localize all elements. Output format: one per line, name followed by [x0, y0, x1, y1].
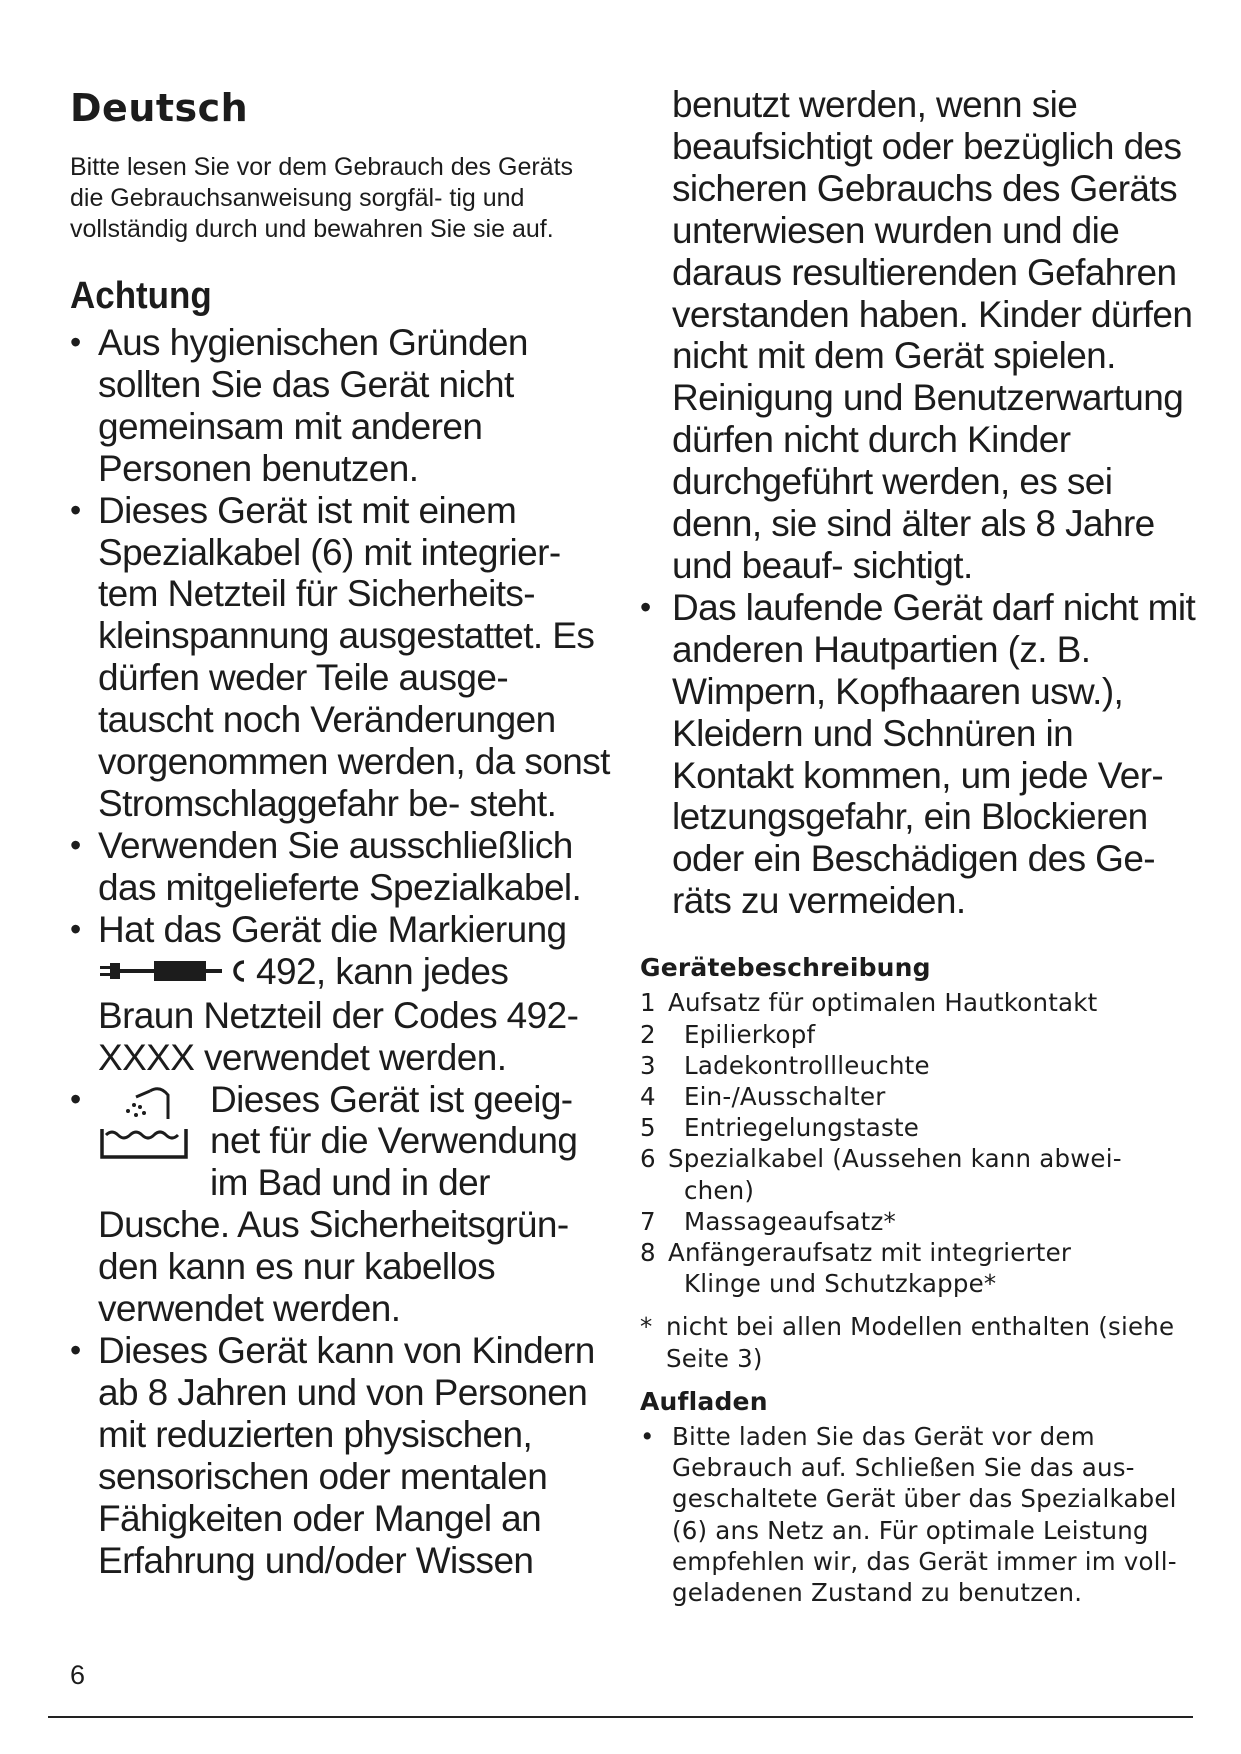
- right-column: [640, 86, 1200, 1608]
- bullet: •: [640, 588, 651, 625]
- page-number: 6: [70, 1660, 86, 1690]
- part-item: [640, 1112, 1200, 1143]
- description-heading: Gerätebeschreibung: [640, 953, 931, 983]
- part-label: Aufsatz für optimalen Hautkontakt: [668, 988, 1098, 1018]
- part-label: Ein-/Ausschalter: [684, 1081, 886, 1111]
- part-number: 5: [640, 1113, 656, 1143]
- list-item: [70, 322, 610, 490]
- part-label: Anfängeraufsatz mit integrierter: [668, 1237, 1072, 1267]
- list-item: [640, 587, 1200, 922]
- footnote-text: nicht bei allen Modellen enthalten (siehe Seite 3): [666, 1312, 1175, 1373]
- description-section: [640, 952, 1200, 1608]
- part-item: [640, 1081, 1200, 1112]
- part-label: Entriegelungstaste: [684, 1113, 920, 1143]
- plug-cable-icon: [98, 953, 248, 995]
- part-item: [640, 1050, 1200, 1081]
- bullet: •: [70, 1332, 81, 1369]
- list-item-text: Das laufende Gerät darf nicht mit anderen Hautpartien (z. B. Wimpern, Kopfhaaren usw.), Kleidern und Schnüren in Kontakt kommen, um jede Ver- letzungsgefahr, ein Blockieren oder ein Beschädigen des Ge- räts zu vermeiden.: [672, 586, 1196, 922]
- list-item: [640, 1421, 1200, 1608]
- charging-list: [640, 1421, 1200, 1608]
- shower-bath-icon: [98, 1083, 190, 1163]
- list-item: [70, 490, 610, 825]
- part-number: 3: [640, 1050, 656, 1080]
- marking-prefix: Hat das Gerät die Markierung: [98, 908, 567, 950]
- part-number: 2: [640, 1019, 656, 1049]
- footnote-star: *: [640, 1312, 653, 1342]
- warning-heading: Achtung: [70, 275, 212, 317]
- intro-paragraph: Bitte lesen Sie vor dem Gebrauch des Geräts die Gebrauchsanweisung sorgfäl- tig und vollständig durch und bewahren Sie sie auf.: [70, 153, 574, 243]
- list-item-text: Verwenden Sie ausschließlich das mitgelieferte Spezialkabel.: [98, 824, 582, 908]
- charging-text: Bitte laden Sie das Gerät vor dem Gebrauch auf. Schließen Sie das aus- geschaltete Gerät über das Spezialkabel (6) ans Netz an. Für optimale Leistung empfehlen wir, das Gerät immer im voll- geladenen Zustand zu benutzen.: [672, 1421, 1177, 1607]
- left-column: [70, 86, 610, 1581]
- part-item: [640, 1206, 1200, 1237]
- part-label: Epilierkopf: [684, 1019, 816, 1049]
- parts-list: [640, 987, 1200, 1299]
- list-item: [70, 1330, 610, 1581]
- list-item-text: Dieses Gerät ist mit einem Spezialkabel (6) mit integrier- tem Netzteil für Sicherheits- kleinspannung ausgestattet. Es dürfen weder Teile ausge- tauscht noch Veränderungen vorgenommen werden, da sonst Stromschlaggefahr be- steht.: [98, 489, 610, 824]
- bullet: •: [640, 1421, 655, 1451]
- part-item: [640, 1143, 1200, 1205]
- charging-heading: Aufladen: [640, 1386, 768, 1416]
- part-number: 1: [640, 988, 656, 1018]
- part-number: 4: [640, 1081, 656, 1111]
- part-number: 8: [640, 1237, 656, 1267]
- bullet: •: [70, 1080, 81, 1117]
- list-item: [70, 909, 610, 1079]
- bullet: •: [70, 826, 81, 863]
- part-item: [640, 1237, 1200, 1299]
- list-item-text: Dieses Gerät kann von Kindern ab 8 Jahren und von Personen mit reduzierten physischen, sensorischen oder mentalen Fähigkeiten oder Mangel an Erfahrung und/oder Wissen: [98, 1330, 595, 1581]
- warning-list: [70, 322, 610, 1581]
- children-continued: benutzt werden, wenn sie beaufsichtigt oder bezüglich des sicheren Gebrauchs des Geräts unterwiesen wurden und die daraus resultierenden Gefahren verstanden haben. Kinder dürfen nicht mit dem Gerät spielen. Reinigung und Benutzerwartung dürfen nicht durch Kinder durchgeführt werden, es sei denn, sie sind älter als 8 Jahre und beauf- sichtigt.: [672, 84, 1193, 586]
- part-number: 7: [640, 1206, 656, 1236]
- running-list: [640, 587, 1200, 922]
- part-label-continued: chen): [684, 1175, 755, 1205]
- part-item: [640, 1019, 1200, 1050]
- bullet: •: [70, 910, 81, 947]
- part-label: Ladekontrollleuchte: [684, 1050, 930, 1080]
- bullet: •: [70, 324, 81, 360]
- part-label: Massageaufsatz*: [684, 1206, 896, 1236]
- part-item: [640, 987, 1200, 1018]
- footer-divider: [48, 1716, 1193, 1718]
- list-item-text: Aus hygienischen Gründen sollten Sie das Gerät nicht gemeinsam mit anderen Personen benutzen.: [98, 322, 528, 489]
- footnote: [640, 1311, 1200, 1373]
- marking-text: 492, kann jedes Braun Netzteil der Codes 492-XXXX verwendet werden.: [98, 950, 579, 1078]
- shower-text-rest: Dusche. Aus Sicherheitsgrün- den kann es nur kabellos verwendet werden.: [98, 1204, 569, 1330]
- language-title: Deutsch: [70, 86, 249, 130]
- part-label: Spezialkabel (Aussehen kann abwei-: [668, 1144, 1122, 1174]
- part-label-continued: Klinge und Schutzkappe*: [684, 1269, 997, 1299]
- bullet: •: [70, 491, 81, 528]
- list-item: [70, 825, 610, 909]
- shower-text-first: Dieses Gerät ist geeig- net für die Verwendung im Bad und in der: [210, 1078, 578, 1204]
- list-item: [70, 1079, 610, 1330]
- part-number: 6: [640, 1144, 656, 1174]
